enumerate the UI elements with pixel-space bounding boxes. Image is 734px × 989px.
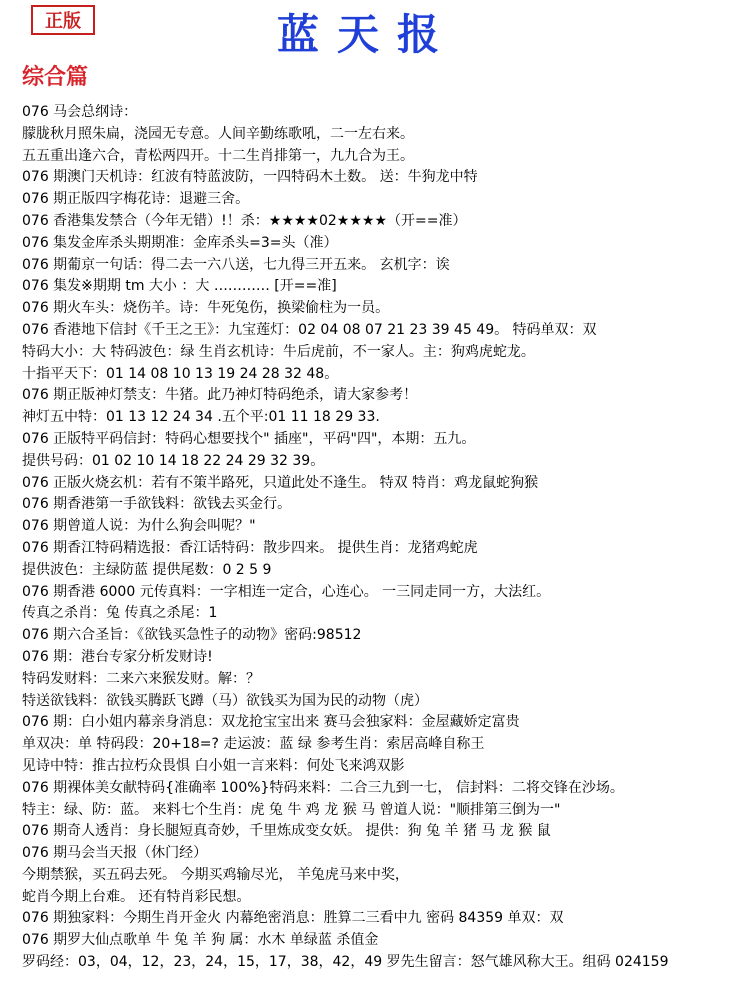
edition-badge: 正版 — [31, 5, 95, 35]
text-line: 076 正版火烧玄机：若有不策半路死，只道此处不逢生。 特双 特肖：鸡龙鼠蛇狗猴 — [22, 474, 539, 491]
text-line: 076 期正版神灯禁支：牛猪。此乃神灯特码绝杀，请大家参考！ — [22, 387, 418, 404]
text-line: 罗码经：03，04，12，23，24，15，17，38，42，49 罗先生留言：怒气雄风称大王。组码 024159 — [22, 954, 669, 971]
text-line: 神灯五中特：01 13 12 24 34 .五个平:01 11 18 29 33. — [22, 409, 380, 426]
text-line: 传真之杀肖：兔 传真之杀尾：1 — [22, 605, 218, 622]
text-line: 五五重出逢六合，青松两四开。十二生肖排第一，九九合为王。 — [22, 147, 414, 164]
text-line: 076 期香港 6000 元传真料：一字相连一定合，心连心。 一三同走同一方，大法红。 — [22, 583, 551, 600]
text-line: 蛇肖今期上台难。 还有特肖彩民想。 — [22, 888, 251, 905]
text-line: 076 期曾道人说：为什么狗会叫呢？" — [22, 518, 256, 535]
text-line: 特码发财料：二来六来猴发财。解：？ — [22, 670, 260, 687]
text-line: 特送欲钱料：欲钱买腾跃飞蹲（马）欲钱买为国为民的动物（虎） — [22, 692, 428, 709]
text-line: 076 期马会当天报（休门经） — [22, 845, 208, 862]
text-line: 076 马会总纲诗： — [22, 104, 138, 120]
text-line: 076 期：港台专家分析发财诗! — [22, 648, 213, 665]
text-line: 朦胧秋月照朱扁，浇园无专意。人间辛勤练歌吼，二一左右来。 — [22, 125, 414, 142]
text-line: 076 期六合圣旨：《欲钱买急性子的动物》密码:98512 — [22, 627, 362, 644]
text-line: 特主：绿、防：蓝。 来料七个生肖：虎 兔 牛 鸡 龙 猴 马 曾道人说："顺排第三倒为一" — [22, 801, 561, 818]
text-line: 十指平天下：01 14 08 10 13 19 24 28 32 48。 — [22, 365, 339, 382]
text-line: 提供号码：01 02 10 14 18 22 24 29 32 39。 — [22, 452, 325, 469]
text-line: 单双决：单 特码段：20+18=? 走运波：蓝 绿 参考生肖：索居高峰自称王 — [22, 736, 485, 753]
text-line: 076 正版特平码信封：特码心想要找个" 插座"，平码"四"，本期：五九。 — [22, 430, 476, 447]
text-line: 076 期正版四字梅花诗：退避三舍。 — [22, 191, 250, 208]
text-line: 076 期香港第一手欲钱料：欲钱去买金行。 — [22, 496, 292, 513]
text-line: 076 香港地下信封《千王之王》：九宝莲灯：02 04 08 07 21 23 39 45 49。 特码单双：双 — [22, 321, 597, 338]
text-line: 076 期葡京一句话：得二去一六八送，七九得三开五来。 玄机字：诶 — [22, 256, 450, 273]
text-line: 076 期火车头：烧伤羊。诗：牛死兔伤，换梁偷柱为一员。 — [22, 300, 390, 317]
text-line: 076 期裸体美女献特码{准确率 100%}特码来料：二合三九到一七， 信封料：二将交锋在沙场。 — [22, 779, 624, 796]
text-line: 076 期香江特码精选报：香江话特码：散步四来。 提供生肖：龙猪鸡蛇虎 — [22, 539, 478, 556]
article-body — [22, 102, 722, 974]
text-line: 见诗中特：推古拉朽众畏惧 白小姐一言来料：何处飞来鸿双影 — [22, 757, 405, 774]
text-line: 特码大小：大 特码波色：绿 生肖玄机诗：牛后虎前，不一家人。主：狗鸡虎蛇龙。 — [22, 343, 535, 360]
text-line: 076 期：白小姐内幕亲身消息：双龙抢宝宝出来 赛马会独家料：金屋藏娇定富贵 — [22, 714, 520, 731]
text-line: 今期禁猴，买五码去死。 今期买鸡输尽光， 羊兔虎马来中奖， — [22, 866, 409, 883]
page-title: 蓝天报 — [276, 10, 457, 59]
text-line: 076 期奇人透肖：身长腿短真奇妙，千里炼成变女妖。 提供：狗 兔 羊 猪 马 龙 猴 鼠 — [22, 823, 551, 840]
text-line: 076 集发金库杀头期期准：金库杀头=3=头（准） — [22, 234, 338, 251]
text-line: 提供波色：主绿防蓝 提供尾数：0 2 5 9 — [22, 561, 272, 578]
text-line: 076 期澳门天机诗：红波有特蓝波防，一四特码木土数。 送：牛狗龙中特 — [22, 169, 478, 186]
text-line: 076 香港集发禁合（今年无错）!！杀：★★★★02★★★★（开==准） — [22, 212, 467, 229]
text-line: 076 集发※期期 tm 大小 ：大 ………… [开==准] — [22, 278, 337, 295]
text-line: 076 期独家料：今期生肖开金火 内幕绝密消息：胜算二三看中九 密码 84359 单双：双 — [22, 910, 564, 927]
text-line: 076 期罗大仙点歌单 牛 兔 羊 狗 属：水木 单绿蓝 杀值金 — [22, 932, 379, 949]
section-heading: 综合篇 — [22, 64, 89, 90]
